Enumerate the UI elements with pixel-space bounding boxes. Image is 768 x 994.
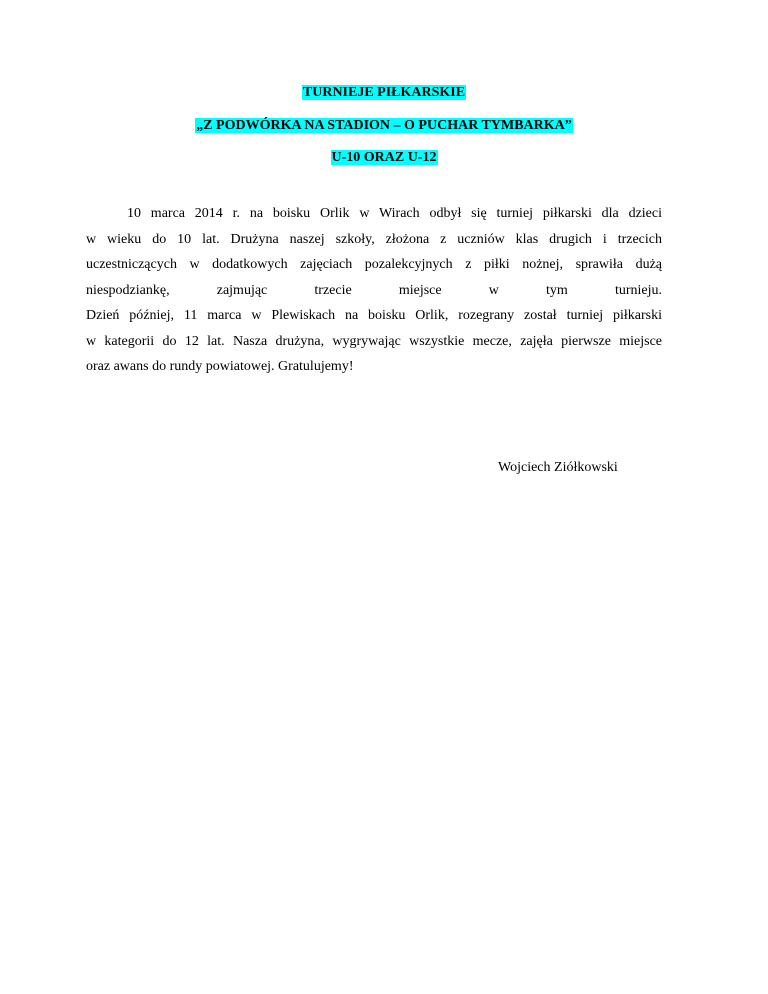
paragraph-line: oraz awans do rundy powiatowej. Gratulujemy! [86,359,354,374]
paragraph-line: Dzień później, 11 marca w Plewiskach na boisku Orlik, rozegrany został turniej piłkarski [86,308,662,323]
heading-subtitle [0,117,768,135]
heading-subtitle-text: „Z PODWÓRKA NA STADION – O PUCHAR TYMBARKA” [196,118,572,133]
paragraph-line: 10 marca 2014 r. na boisku Orlik w Wirach odbył się turniej piłkarski dla dzieci [127,206,662,221]
heading-categories [0,149,768,167]
heading-title [0,84,768,102]
paragraph-line: w wieku do 10 lat. Drużyna naszej szkoły, złożona z uczniów klas drugich i trzecich [86,231,662,247]
author-signature: Wojciech Ziółkowski [498,460,618,475]
paragraph-line: w kategorii do 12 lat. Nasza drużyna, wygrywając wszystkie mecze, zajęła pierwsze miejsce [86,333,662,349]
paragraph-line: niespodziankę, zajmując trzecie miejsce w tym turnieju. [86,282,662,298]
paragraph-line: uczestniczących w dodatkowych zajęciach pozalekcyjnych z piłki nożnej, sprawiła dużą [86,257,662,272]
article-paragraph [86,201,662,380]
heading-categories-text: U-10 ORAZ U-12 [331,150,437,165]
heading-title-text: TURNIEJE PIŁKARSKIE [302,85,466,100]
